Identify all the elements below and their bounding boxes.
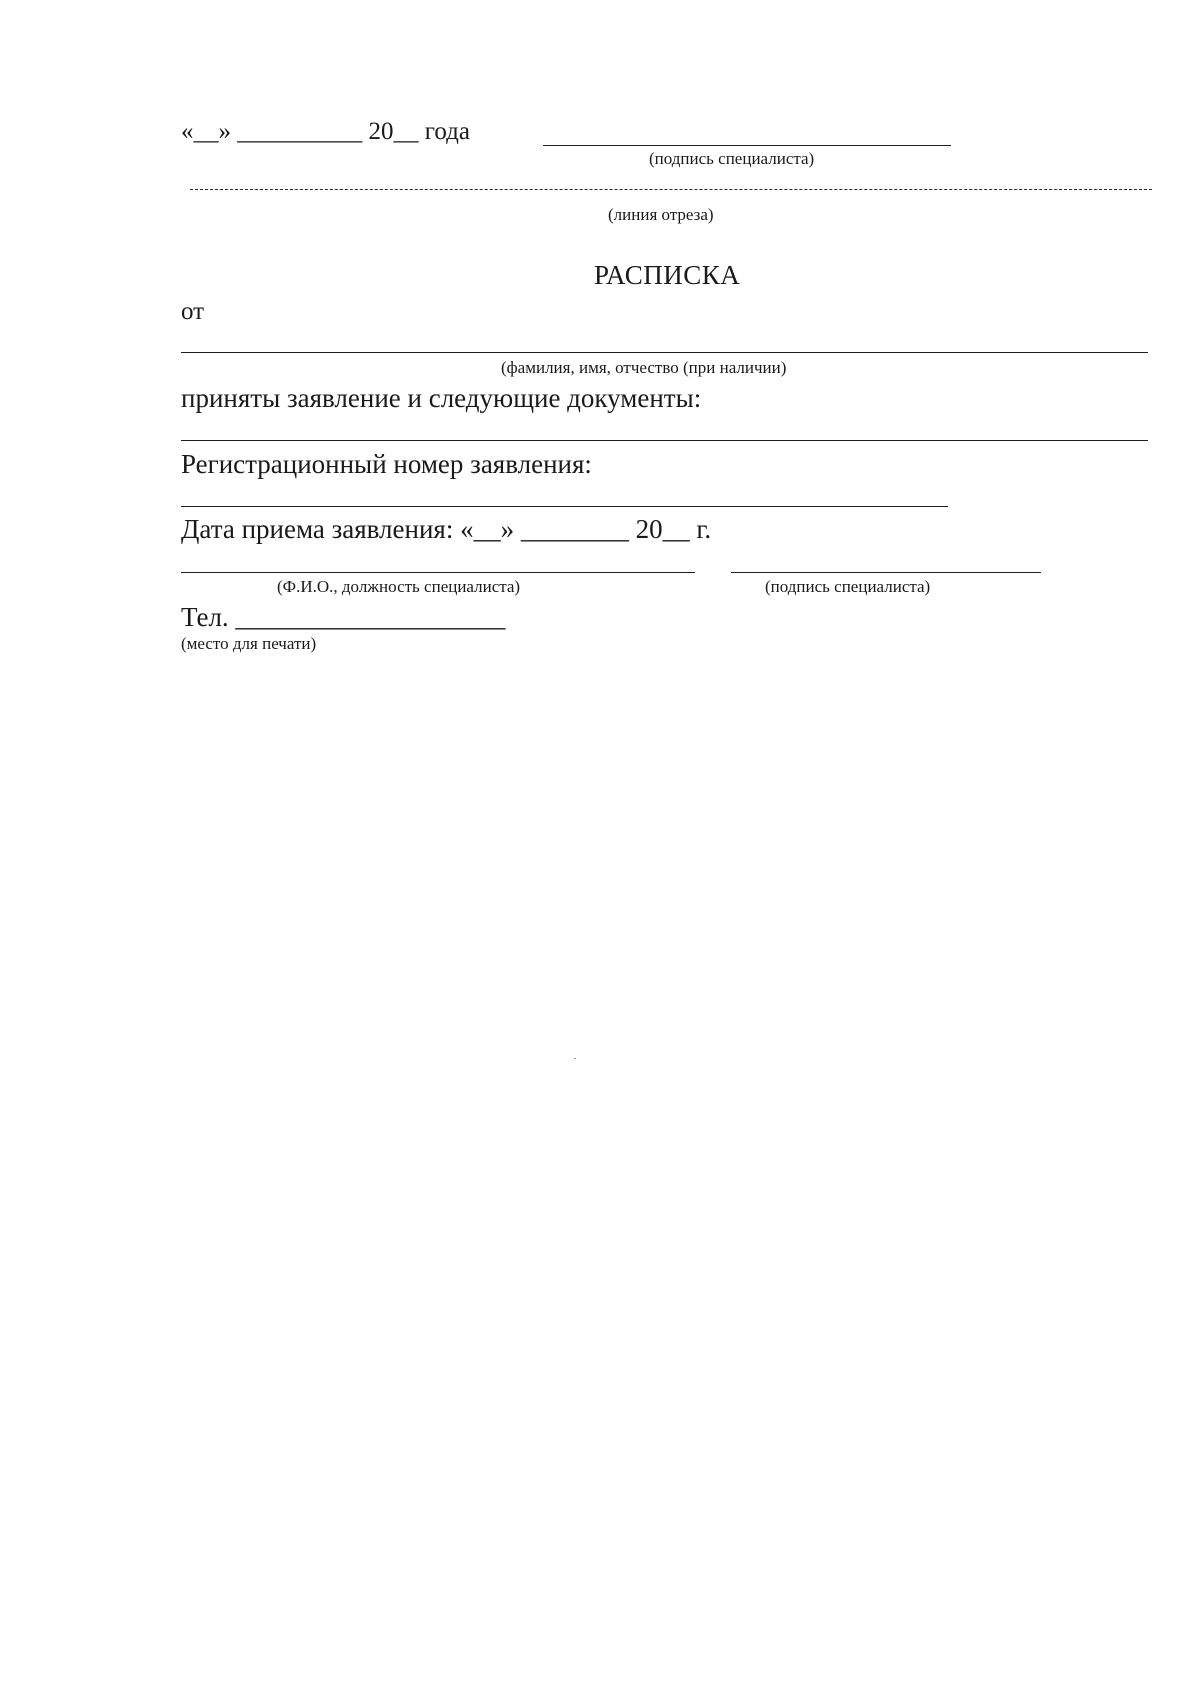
specialist-name-line[interactable]	[181, 572, 695, 573]
cut-line-caption: (линия отреза)	[608, 205, 714, 224]
specialist-signature-line[interactable]	[731, 572, 1041, 573]
stamp-place-caption: (место для печати)	[181, 634, 317, 653]
documents-list-line[interactable]	[181, 440, 1148, 441]
top-date-line: «__» __________ 20__ года	[181, 118, 470, 145]
specialist-name-caption: (Ф.И.О., должность специалиста)	[277, 577, 521, 596]
top-signature-line[interactable]	[543, 145, 951, 146]
top-signature-caption: (подпись специалиста)	[649, 149, 815, 168]
from-label: от	[181, 298, 205, 325]
specialist-signature-caption: (подпись специалиста)	[765, 577, 931, 596]
phone-label: Тел. ____________________	[181, 602, 506, 632]
from-name-line[interactable]	[181, 352, 1148, 353]
accepted-documents-line: приняты заявление и следующие документы:	[181, 383, 702, 413]
acceptance-date-line: Дата приема заявления: «__» ________ 20__ г.	[181, 514, 712, 544]
name-caption: (фамилия, имя, отчество (при наличии)	[501, 358, 787, 377]
cut-line	[190, 189, 1152, 190]
receipt-title: РАСПИСКА	[594, 260, 741, 290]
registration-number-label: Регистрационный номер заявления:	[181, 449, 592, 479]
registration-number-line[interactable]	[181, 506, 948, 507]
scan-speck	[574, 1058, 576, 1059]
